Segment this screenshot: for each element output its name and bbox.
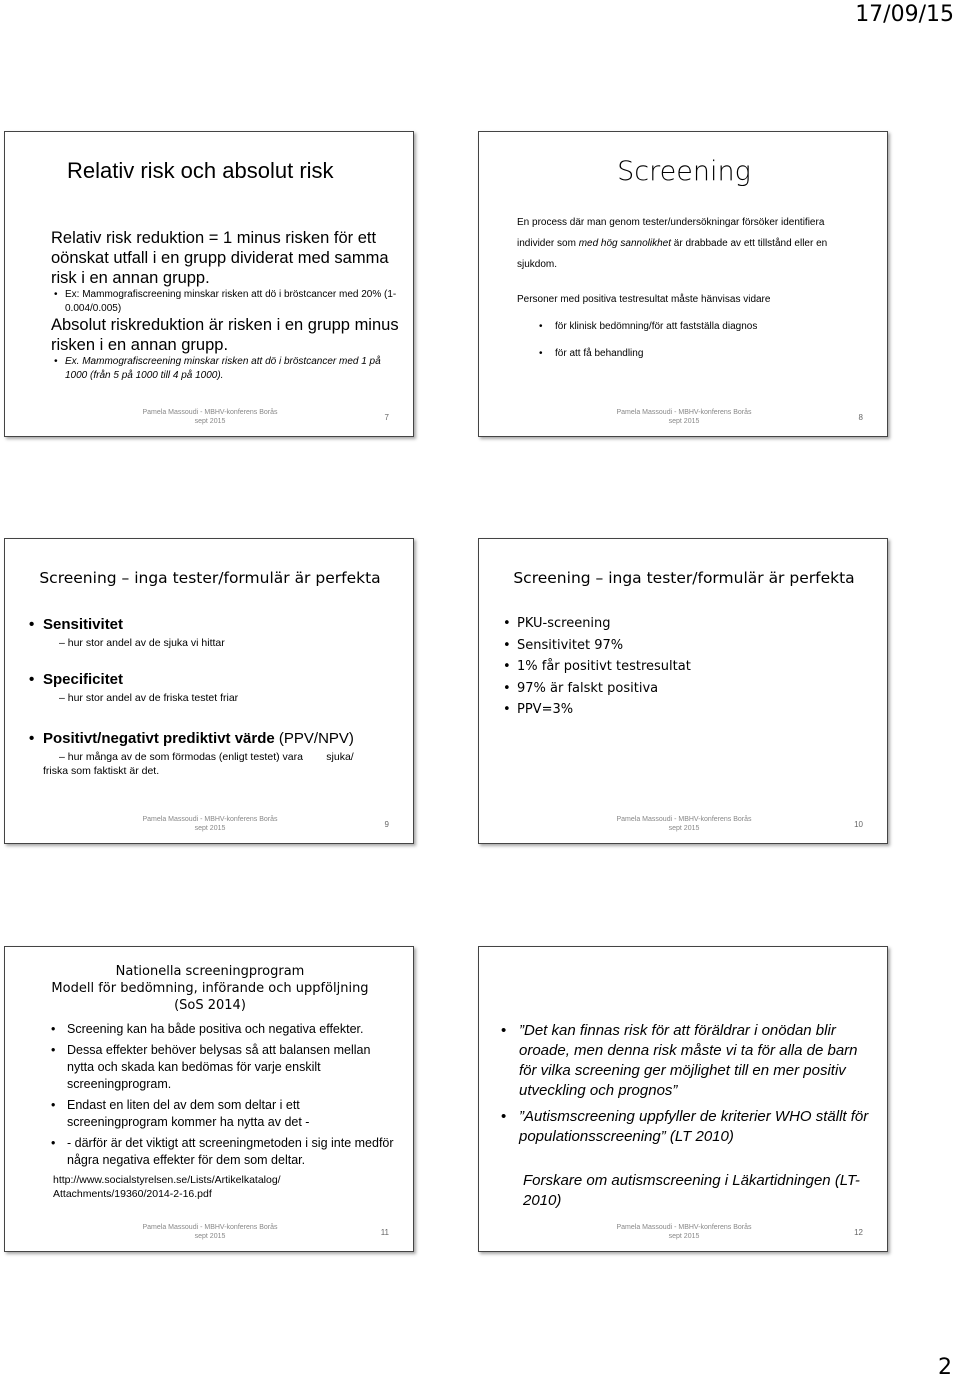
slide-body [51,228,401,382]
slide-title: Nationella screeningprogram Modell för bedömning, införande och uppföljning (SoS 2014) [51,964,369,1013]
slide-body [27,615,397,778]
slide-11 [4,946,414,1252]
list-item: • - därför är det viktigt att screeningmetoden i sig inte medför några negativa effekter för dem som deltar. [49,1135,399,1169]
slide-footer: Pamela Massoudi - MBHV-konferens Borås sept 2015 [142,409,278,425]
sensitivity-desc: – hur stor andel av de sjuka vi hittar [59,637,225,649]
list-item: • Endast en liten del av dem som deltar i ett screeningprogram kommer ha nytta av det - [49,1097,399,1131]
quote-item: • ”Det kan finnas risk för att föräldrar i onödan blir oroade, men denna risk måste vi ta för alla de barn för vilka screening ger möjlighet till en mer positiv utveckling och prognos” [497,1021,877,1101]
slide-9 [4,538,414,844]
positive-results-note: Personer med positiva testresultat måste hänvisas vidare [517,294,771,305]
slide-body [517,212,857,364]
specificity-heading: • Specificitet [27,670,397,689]
slide-number: 11 [380,1228,389,1237]
slide-number: 12 [854,1228,863,1237]
specificity-desc: – hur stor andel av de friska testet friar [59,692,239,704]
slide-body [501,613,861,721]
slide-8 [478,131,888,437]
page-date: 17/09/15 [855,2,954,27]
absolute-risk-definition: Absolut riskreduktion är risken i en grupp minus risken i en annan grupp. [51,316,399,354]
slide-title: Screening – inga tester/formulär är perfekta [39,569,381,587]
slide-number: 7 [384,413,389,422]
slide-footer: Pamela Massoudi - MBHV-konferens Borås sept 2015 [142,1224,278,1240]
example-absolute: • Ex. Mammografiscreening minskar risken att dö i bröstcancer med 1 på 1000 (från 5 på 1000 till 4 på 1000). [51,355,401,382]
slide-footer: Pamela Massoudi - MBHV-konferens Borås sept 2015 [142,816,278,832]
slide-number: 10 [854,820,863,829]
list-item: • PPV=3% [501,699,861,721]
screening-definition: En process där man genom tester/undersökningar försöker identifiera individer som med hög sannolikhet är drabbade av ett tillstånd eller en sjukdom. [517,217,828,270]
slide-12 [478,946,888,1252]
list-item: • Sensitivitet 97% [501,635,861,657]
slide-body [49,1021,399,1201]
predictive-value-heading: • Positivt/negativt prediktivt värde (PPV/NPV) [27,729,397,748]
list-item: • Dessa effekter behöver belysas så att balansen mellan nytta och skada kan bedömas för varje enskilt screeningprogram. [49,1042,399,1093]
list-item: • 97% är falskt positiva [501,678,861,700]
list-item: • för klinisk bedömning/för att fastställa diagnos [517,316,857,337]
list-item: • 1% får positivt testresultat [501,656,861,678]
slide-body [497,1021,877,1153]
slide-title: Screening [617,156,751,187]
example-relative: • Ex: Mammografiscreening minskar risken att dö i bröstcancer med 20% (1-0.004/0.005) [51,288,401,315]
slide-footer: Pamela Massoudi - MBHV-konferens Borås sept 2015 [616,816,752,832]
slide-number: 8 [858,413,863,422]
quote-item: • ”Autismscreening uppfyller de kriterier WHO ställt för populationsscreening” (LT 2010) [497,1107,877,1147]
slide-title: Screening – inga tester/formulär är perfekta [513,569,855,587]
slide-title: Relativ risk och absolut risk [67,158,334,183]
quote-source: Forskare om autismscreening i Läkartidningen (LT-2010) [523,1172,860,1209]
page-number: 2 [938,1355,952,1380]
list-item: • Screening kan ha både positiva och negativa effekter. [49,1021,399,1038]
sensitivity-heading: • Sensitivitet [27,615,397,634]
slide-footer: Pamela Massoudi - MBHV-konferens Borås sept 2015 [616,409,752,425]
relative-risk-definition: Relativ risk reduktion = 1 minus risken för ett oönskat utfall i en grupp dividerat med samma risk i en annan grupp. [51,229,389,287]
predictive-value-desc-cont: friska som faktiskt är det. [43,765,160,777]
list-item: • PKU-screening [501,613,861,635]
predictive-value-desc: – hur många av de som förmodas (enligt testet) vara sjuka/ [59,751,354,763]
slide-7 [4,131,414,437]
slide-number: 9 [384,820,389,829]
source-link: http://www.socialstyrelsen.se/Lists/Artikelkatalog/ Attachments/19360/2014-2-16.pdf [53,1174,281,1200]
slide-footer: Pamela Massoudi - MBHV-konferens Borås sept 2015 [616,1224,752,1240]
slide-10 [478,538,888,844]
list-item: • för att få behandling [517,343,857,364]
